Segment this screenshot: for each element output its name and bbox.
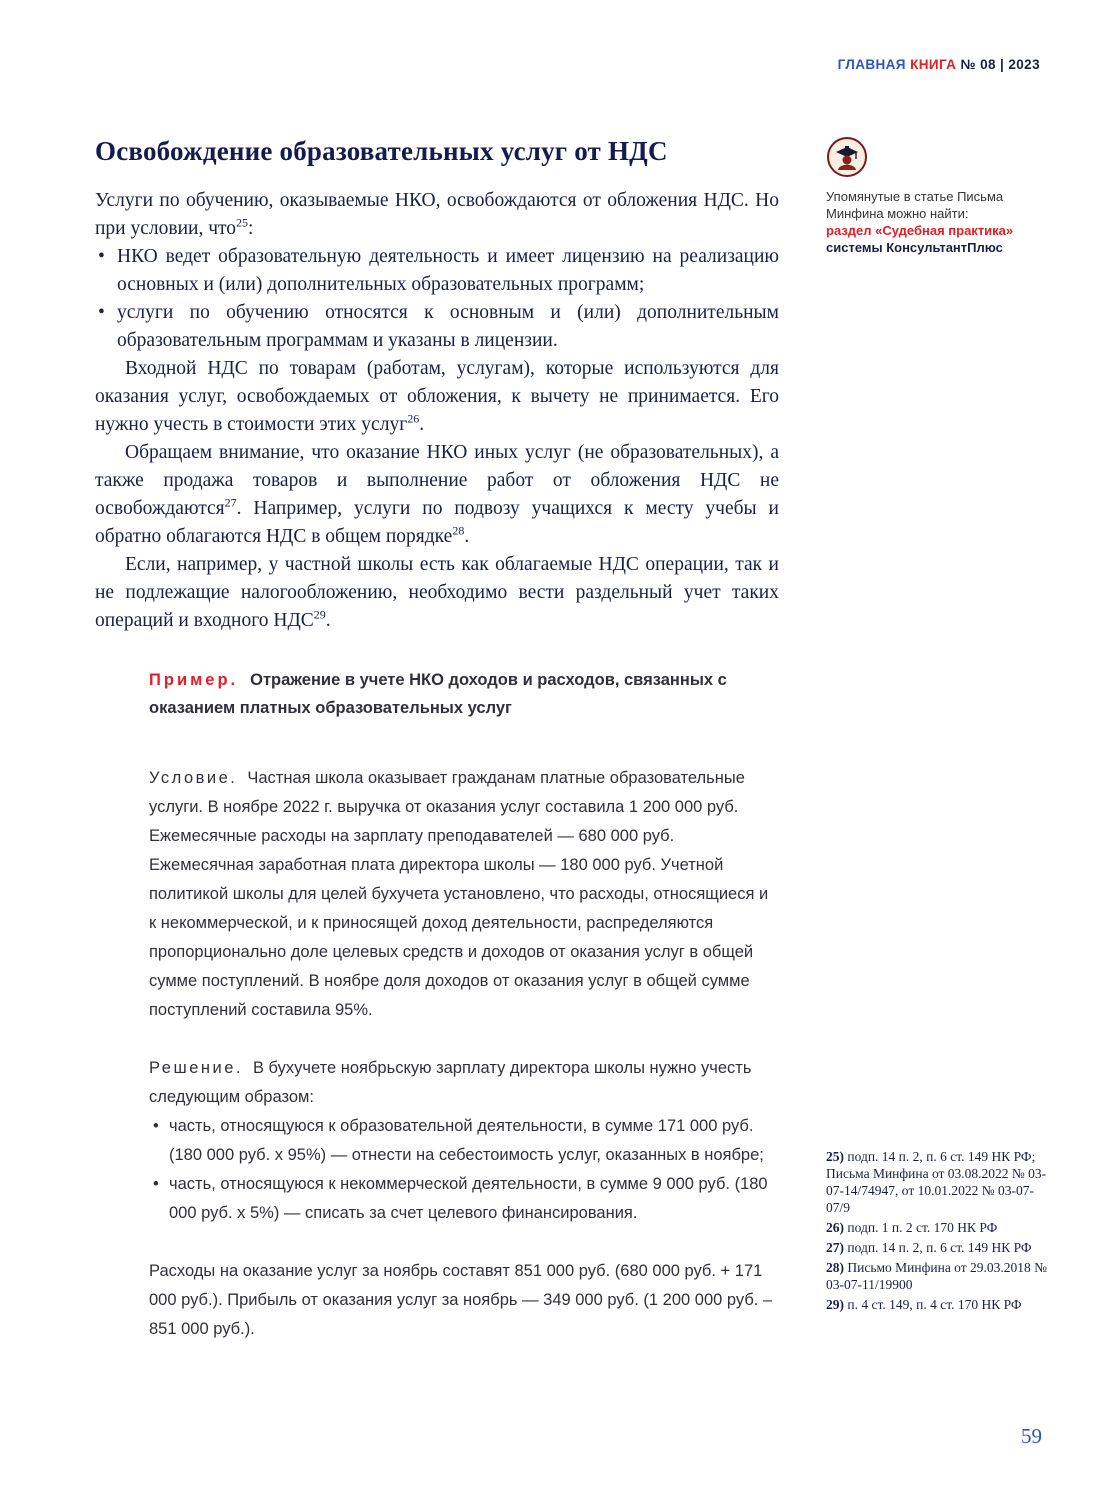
example-closing: Расходы на оказание услуг за ноябрь составят 851 000 руб. (680 000 руб. + 171 000 руб.). Прибыль от оказания услуг за ноябрь — 349 000 руб. (1 200 000 руб. – 851 000 руб.). (149, 1262, 773, 1338)
footnote-text: подп. 1 п. 2 ст. 170 НК РФ (847, 1220, 998, 1235)
example-condition (149, 764, 773, 1025)
footnote-item (826, 1239, 1048, 1256)
example-block (95, 667, 779, 1344)
paragraph-text: Услуги по обучению, оказываемые НКО, освобождаются от обложения НДС. Но при условии, что (95, 190, 779, 239)
bullet-item: • услуги по обучению относятся к основным и (или) дополнительным образовательным программам и указаны в лицензии. (95, 299, 779, 355)
footnotes-block (826, 1148, 1048, 1316)
brand-name-part1: ГЛАВНАЯ (837, 57, 906, 72)
footnote-item (826, 1296, 1048, 1313)
example-bullet-list (149, 1112, 773, 1228)
paragraph-text: . Например, услуги по подвозу учащихся к месту учебы и обратно облагаются НДС в общем порядке (95, 498, 779, 547)
footnote-ref-25: 25 (236, 215, 249, 230)
issue-number: № 08 | 2023 (960, 57, 1040, 72)
example-solution (149, 1054, 773, 1112)
example-bullet-item: • часть, относящуюся к образовательной деятельности, в сумме 171 000 руб. (180 000 руб. x 95%) — отнести на себестоимость услуг, оказанных в ноябре; (149, 1112, 773, 1170)
sidebar-note-text: Упомянутые в статье Письма Минфина можно найти: (826, 189, 1004, 221)
footnote-number: 25) (826, 1149, 844, 1164)
article-bullet-list (95, 243, 779, 355)
paragraph-text: Если, например, у частной школы есть как облагаемые НДС операции, так и не подлежащие налогообложению, необходимо вести раздельный учет таких операций и входного НДС (95, 554, 779, 631)
example-heading (149, 667, 773, 722)
brand-name-part2: КНИГА (910, 57, 957, 72)
paragraph-tail: : (248, 218, 254, 239)
example-label: Пример. (149, 671, 239, 689)
footnote-ref-26: 26 (407, 411, 420, 426)
paragraph-text: Обращаем внимание, что оказание НКО иных услуг (не образовательных), а также продажа товаров и выполнение работ от обложения НДС не освобождаются (95, 442, 779, 519)
page-number: 59 (1021, 1424, 1042, 1448)
condition-label: Условие. (149, 769, 238, 787)
solution-label: Решение. (149, 1059, 243, 1077)
paragraph-attention (95, 439, 779, 551)
sidebar (826, 136, 1046, 256)
footnote-text: п. 4 ст. 149, п. 4 ст. 170 НК РФ (847, 1297, 1022, 1312)
footnote-number: 28) (826, 1260, 844, 1275)
paragraph-separate-accounting (95, 551, 779, 635)
footnote-number: 26) (826, 1220, 844, 1235)
paragraph-tail: . (419, 414, 425, 435)
footnote-ref-28: 28 (452, 523, 465, 538)
bullet-item: • НКО ведет образовательную деятельность и имеет лицензию на реализацию основных и (или) дополнительных образовательных программ; (95, 243, 779, 299)
footnote-item (826, 1219, 1048, 1236)
article-title: Освобождение образовательных услуг от НДС (95, 136, 668, 166)
footnote-number: 27) (826, 1240, 844, 1255)
sidebar-ref-system: системы КонсультантПлюс (826, 240, 1003, 255)
footnote-ref-27: 27 (224, 495, 237, 510)
footnote-text: подп. 14 п. 2, п. 6 ст. 149 НК РФ (847, 1240, 1032, 1255)
condition-text: Частная школа оказывает гражданам платные образовательные услуги. В ноябре 2022 г. выручка от оказания услуг составила 1 200 000 руб. Ежемесячные расходы на зарплату преподавателей — 680 000 руб. Ежемесячная заработная плата директора школы — 180 000 руб. Учетной политикой школы для целей бухучета установлено, что расходы, относящиеся и к некоммерческой, и к приносящей доход деятельности, распределяются пропорционально доле целевых средств и доходов от оказания услуг в общей сумме поступлений. В ноябре доля доходов от оказания услуг в общей сумме поступлений составила 95%. (149, 769, 769, 1019)
article-column (95, 136, 779, 1344)
example-bullet-item: • часть, относящуюся к некоммерческой деятельности, в сумме 9 000 руб. (180 000 руб. x 5%) — списать за счет целевого финансирования. (149, 1170, 773, 1228)
example-heading-text: Отражение в учете НКО доходов и расходов, связанных с оказанием платных образовательных услуг (149, 671, 727, 717)
footnote-text: Письмо Минфина от 29.03.2018 № 03-07-11/19900 (826, 1260, 1048, 1292)
paragraph-tail: . (464, 526, 470, 547)
footnote-number: 29) (826, 1297, 844, 1312)
footnote-item (826, 1148, 1048, 1216)
scholar-icon (826, 136, 868, 178)
footnote-item (826, 1259, 1048, 1293)
sidebar-ref-section: раздел «Судебная практика» (826, 223, 1014, 238)
solution-text: В бухучете ноябрьскую зарплату директора школы нужно учесть следующим образом: (149, 1059, 752, 1106)
paragraph-intro (95, 187, 779, 243)
footnote-text: подп. 14 п. 2, п. 6 ст. 149 НК РФ; Письма Минфина от 03.08.2022 № 03-07-14/74947, от 10.01.2022 № 03-07-07/9 (826, 1149, 1047, 1215)
paragraph-input-vat (95, 355, 779, 439)
paragraph-tail: . (325, 610, 331, 631)
magazine-header (838, 57, 1040, 72)
footnote-ref-29: 29 (313, 607, 326, 622)
paragraph-text: Входной НДС по товарам (работам, услугам), которые используются для оказания услуг, освобождаемых от обложения, к вычету не принимается. Его нужно учесть в стоимости этих услуг (95, 358, 779, 435)
